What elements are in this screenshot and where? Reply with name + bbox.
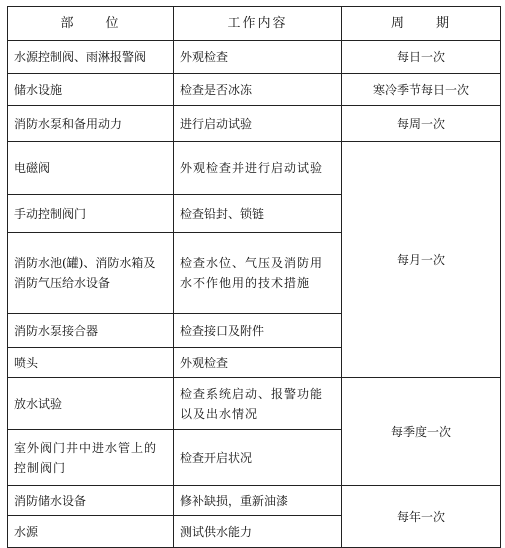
table-header-row bbox=[8, 7, 501, 41]
part-cell: 喷头 bbox=[8, 348, 174, 378]
table-row bbox=[8, 486, 501, 516]
work-cell: 外观检查 bbox=[174, 348, 342, 378]
part-cell: 消防水泵和备用动力 bbox=[8, 106, 174, 142]
work-cell: 检查是否冰冻 bbox=[174, 74, 342, 106]
table-row bbox=[8, 378, 501, 430]
part-cell: 消防水池(罐)、消防水箱及消防气压给水设备 bbox=[8, 233, 174, 314]
work-cell: 检查开启状况 bbox=[174, 430, 342, 486]
work-cell: 检查水位、气压及消防用水不作他用的技术措施 bbox=[174, 233, 342, 314]
header-part: 部 位 bbox=[8, 7, 174, 41]
period-cell-merged: 每月一次 bbox=[342, 142, 501, 378]
header-period: 周 期 bbox=[342, 7, 501, 41]
table-row bbox=[8, 106, 501, 142]
part-cell: 放水试验 bbox=[8, 378, 174, 430]
part-cell: 水源 bbox=[8, 516, 174, 548]
part-cell: 水源控制阀、雨淋报警阀 bbox=[8, 41, 174, 74]
table-row bbox=[8, 142, 501, 195]
period-cell-merged: 每年一次 bbox=[342, 486, 501, 548]
part-cell: 消防储水设备 bbox=[8, 486, 174, 516]
work-cell: 修补缺损，重新油漆 bbox=[174, 486, 342, 516]
maintenance-schedule-table bbox=[7, 6, 501, 548]
part-cell: 室外阀门井中进水管上的控制阀门 bbox=[8, 430, 174, 486]
work-cell: 进行启动试验 bbox=[174, 106, 342, 142]
part-cell: 手动控制阀门 bbox=[8, 195, 174, 233]
work-cell: 外观检查 bbox=[174, 41, 342, 74]
table-row bbox=[8, 74, 501, 106]
header-work: 工作内容 bbox=[174, 7, 342, 41]
period-cell-merged: 每季度一次 bbox=[342, 378, 501, 486]
work-cell: 检查系统启动、报警功能以及出水情况 bbox=[174, 378, 342, 430]
part-cell: 电磁阀 bbox=[8, 142, 174, 195]
work-cell: 检查铅封、锁链 bbox=[174, 195, 342, 233]
table-row bbox=[8, 41, 501, 74]
period-cell: 寒冷季节每日一次 bbox=[342, 74, 501, 106]
work-cell: 外观检查并进行启动试验 bbox=[174, 142, 342, 195]
part-cell: 消防水泵接合器 bbox=[8, 314, 174, 348]
work-cell: 测试供水能力 bbox=[174, 516, 342, 548]
part-cell: 储水设施 bbox=[8, 74, 174, 106]
period-cell: 每日一次 bbox=[342, 41, 501, 74]
period-cell: 每周一次 bbox=[342, 106, 501, 142]
work-cell: 检查接口及附件 bbox=[174, 314, 342, 348]
